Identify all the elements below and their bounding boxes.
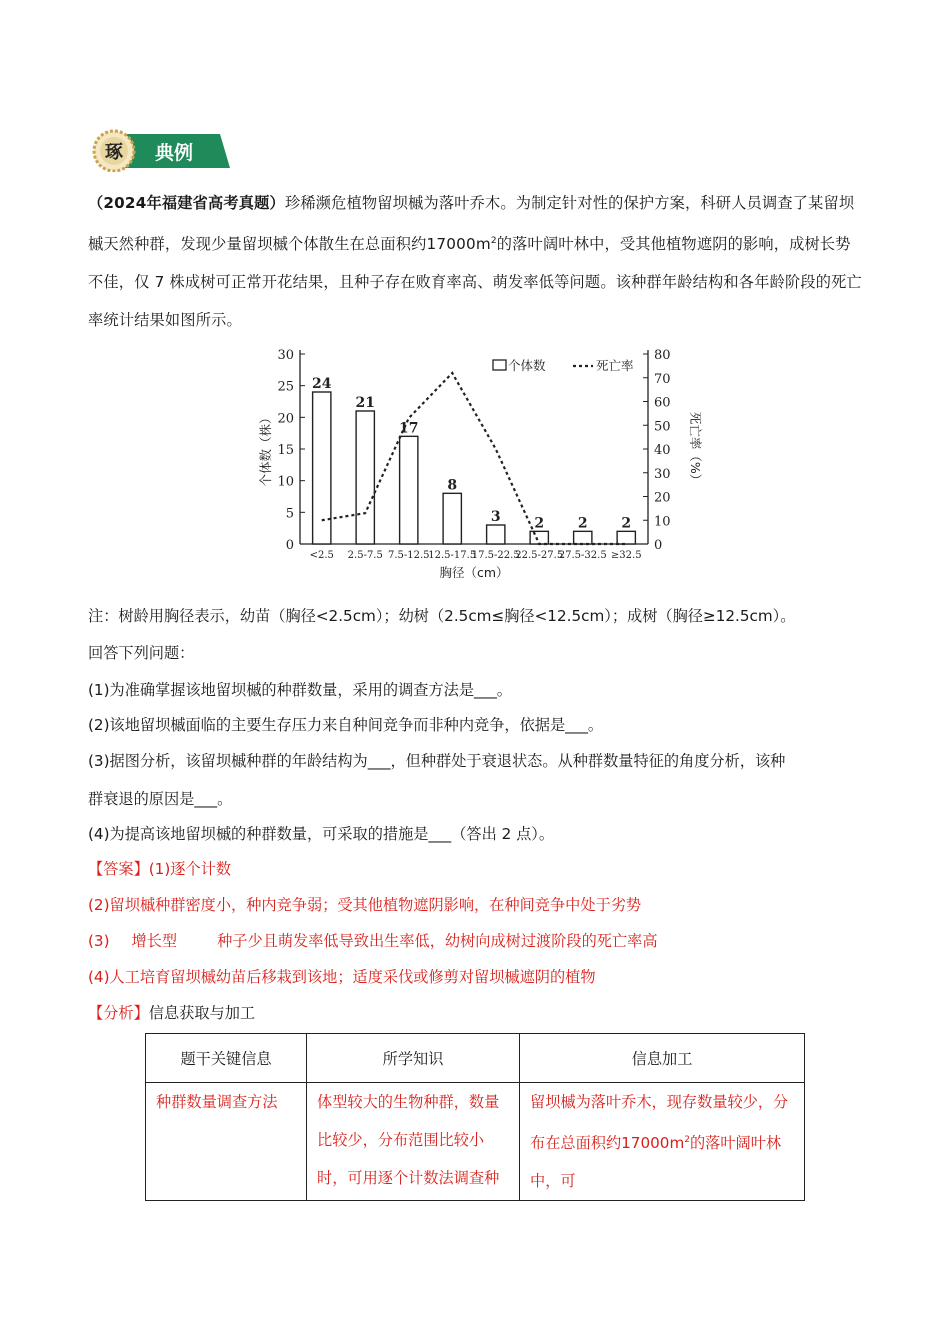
answer-head: 【答案】 (88, 860, 149, 878)
y2-tick-label: 10 (654, 514, 671, 530)
table-header-cell: 所学知识 (307, 1034, 520, 1083)
y2-axis-title: 死亡率（%） (688, 411, 703, 487)
question-source: （2024年福建省高考真题） (88, 194, 285, 212)
bar (617, 531, 635, 544)
answer-1: 【答案】(1)逐个计数 (88, 860, 232, 878)
bar (487, 525, 505, 544)
table-cell: 种群数量调查方法 (146, 1083, 307, 1201)
bar (530, 531, 548, 544)
question-4: (4)为提高该地留坝槭的种群数量，可采取的措施是___（答出 2 点）。 (88, 825, 555, 843)
bar-data-label: 3 (490, 509, 501, 525)
y2-tick-label: 20 (654, 490, 671, 506)
seal-char: 琢 (105, 142, 123, 163)
answer-4: (4)人工培育留坝槭幼苗后移栽到该地；适度采伐或修剪对留坝槭遮阴的植物 (88, 968, 596, 986)
analysis-head: 【分析】 (88, 1004, 149, 1022)
x-tick-label: 12.5-17.5 (428, 550, 477, 561)
question-1: (1)为准确掌握该地留坝槭的种群数量，采用的调查方法是___。 (88, 681, 512, 699)
y2-tick-label: 0 (654, 538, 663, 553)
analysis-table (145, 1033, 805, 1201)
y2-tick-label: 60 (654, 395, 671, 411)
x-axis-title: 胸径（cm） (439, 565, 509, 580)
x-tick-label: ≥32.5 (610, 550, 642, 561)
legend-bar-label: 个体数 (508, 358, 546, 373)
y-tick-label: 20 (277, 411, 294, 427)
x-tick-label: 22.5-27.5 (515, 550, 564, 561)
y-tick-label: 0 (285, 538, 294, 553)
x-tick-label: 2.5-7.5 (347, 550, 383, 561)
y-tick-label: 15 (277, 443, 294, 458)
age-structure-chart (255, 340, 705, 585)
y-tick-label: 5 (285, 506, 294, 522)
legend-line-label: 死亡率 (596, 358, 634, 373)
bar (313, 392, 331, 544)
y2-tick-label: 40 (654, 443, 671, 458)
example-badge (92, 128, 232, 172)
table-cell: 体型较大的生物种群，数量比较少，分布范围比较小时，可用逐个计数法调查种 (307, 1083, 520, 1201)
x-tick-label: 17.5-22.5 (471, 550, 520, 561)
bar (400, 436, 418, 544)
y-axis-title: 个体数（株） (258, 411, 273, 487)
table-row (146, 1083, 805, 1201)
bar-data-label: 2 (577, 515, 588, 532)
answer-prompt: 回答下列问题： (88, 644, 195, 662)
bar-data-label: 2 (534, 515, 545, 532)
bar (443, 493, 461, 544)
badge-label: 典例 (154, 142, 194, 164)
table-header-cell: 题干关键信息 (146, 1034, 307, 1083)
analysis-heading: 【分析】信息获取与加工 (88, 1004, 256, 1022)
y-tick-label: 10 (277, 474, 294, 490)
legend-bar-swatch (493, 360, 506, 370)
bar-data-label: 24 (312, 376, 332, 392)
table-cell: 留坝槭为落叶乔木，现存数量较少，分布在总面积约$17000m^2$的落叶阔叶林中，可 (520, 1083, 805, 1201)
table-header-cell: 信息加工 (520, 1034, 805, 1083)
x-tick-label: 7.5-12.5 (387, 550, 430, 561)
bar-data-label: 21 (355, 395, 375, 411)
question-3-cont: 群衰退的原因是___。 (88, 790, 233, 808)
bar-data-label: 8 (447, 477, 458, 494)
y2-tick-label: 80 (654, 348, 671, 363)
bar-data-label: 2 (621, 515, 632, 532)
bar (574, 531, 592, 544)
question-3: (3)据图分析，该留坝槭种群的年龄结构为___，但种群处于衰退状态。从种群数量特征的角度分析，该种 (88, 752, 786, 770)
y-tick-label: 30 (277, 348, 294, 363)
x-tick-label: <2.5 (309, 550, 334, 561)
question-stem: （2024年福建省高考真题）珍稀濒危植物留坝槭为落叶乔木。为制定针对性的保护方案，科研人员调查了某留坝槭天然种群，发现少量留坝槭个体散生在总面积约$17000m^2$的落叶阔叶林中，受其他植物遮阴的影响，成树长势不佳，仅 7 株成树可正常开花结果，且种子存在败育率高、萌发率低等问题。该种群年龄结构和各年龄阶段的死亡率统计结果如图所示。 (88, 194, 862, 330)
y2-tick-label: 70 (654, 371, 671, 387)
table-header-row (146, 1034, 805, 1083)
bar (356, 411, 374, 544)
answer-3: (3) 增长型 种子少且萌发率低导致出生率低，幼树向成树过渡阶段的死亡率高 (88, 932, 658, 950)
answer-2: (2)留坝槭种群密度小，种内竞争弱；受其他植物遮阴影响，在种间竞争中处于劣势 (88, 896, 642, 914)
bar-data-label: 17 (399, 420, 419, 437)
chart-note: 注：树龄用胸径表示，幼苗（胸径<2.5cm）；幼树（2.5cm≤胸径<12.5cm）；成树（胸径≥12.5cm）。 (88, 607, 796, 625)
y2-tick-label: 50 (654, 419, 671, 435)
y-tick-label: 25 (277, 379, 294, 395)
question-2: (2)该地留坝槭面临的主要生存压力来自种间竞争而非种内竞争，依据是___。 (88, 716, 604, 734)
x-tick-label: 27.5-32.5 (558, 550, 607, 561)
y2-tick-label: 30 (654, 466, 671, 482)
